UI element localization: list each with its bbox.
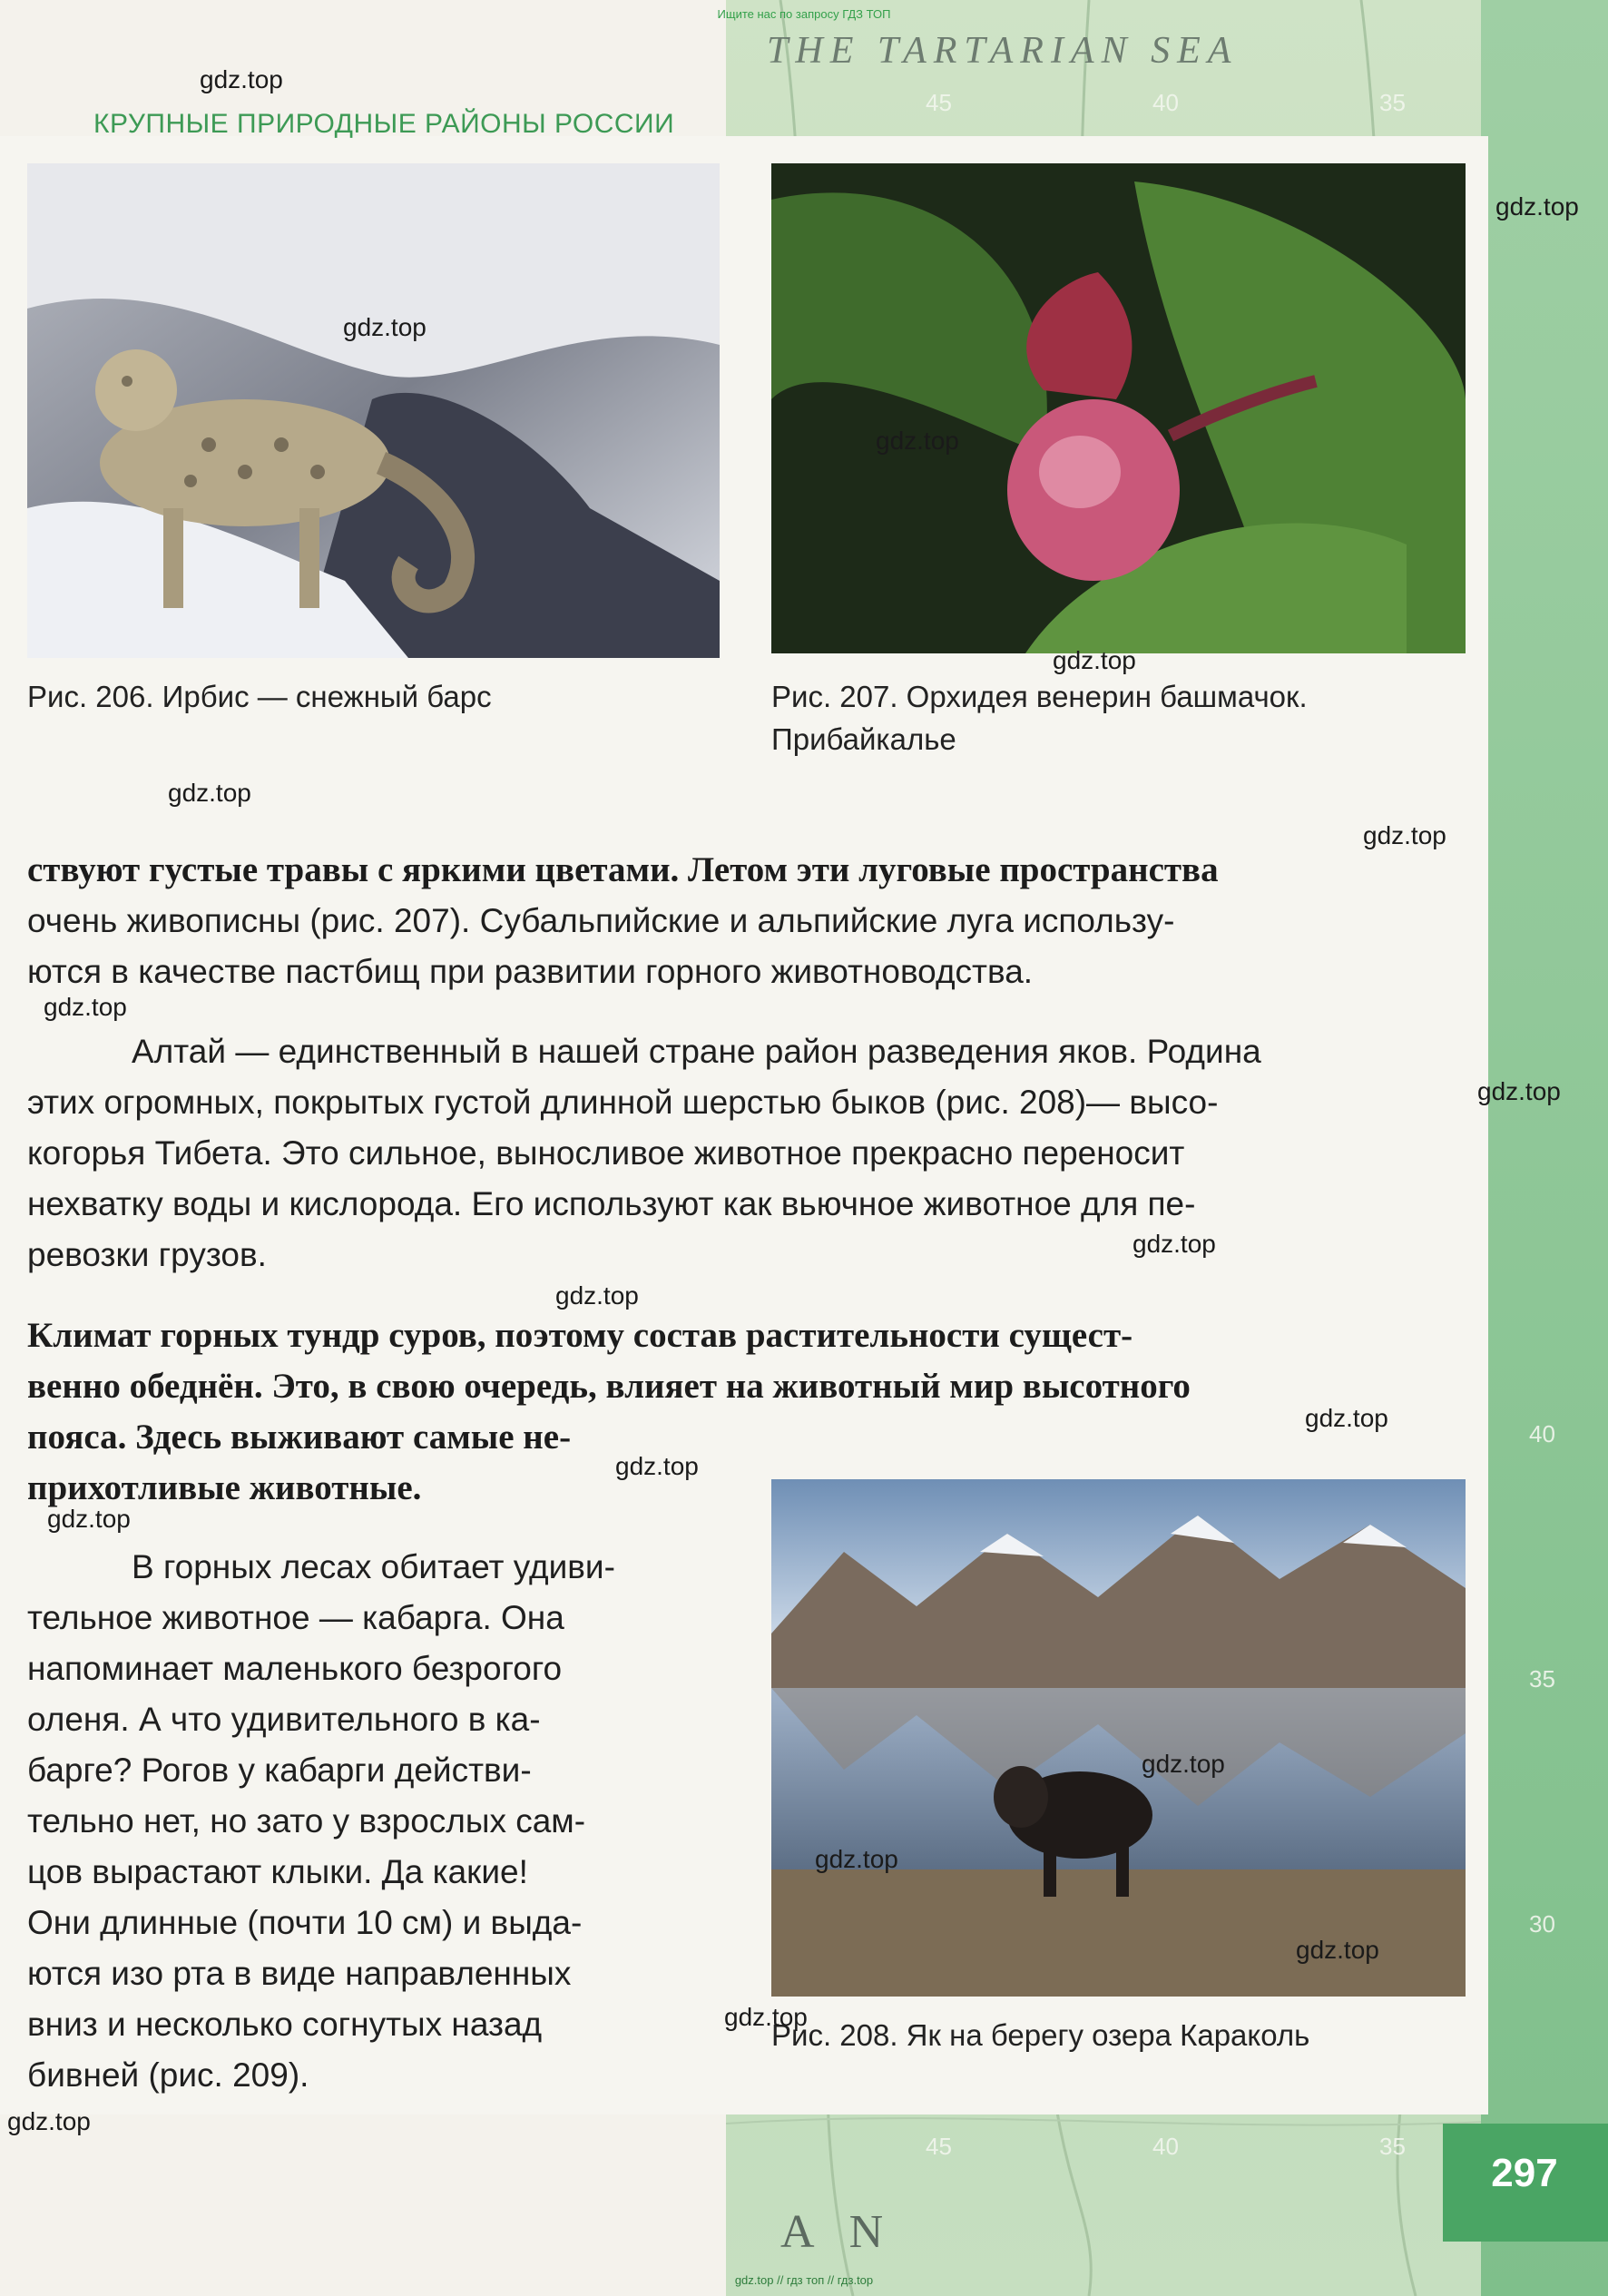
paragraph-line: Алтай — единственный в нашей стране район разведения яков. Родина — [132, 1033, 1261, 1070]
orchid-image — [771, 163, 1466, 653]
watermark: gdz.top — [1132, 1230, 1216, 1258]
paragraph-line: когорья Тибета. Это сильное, выносливое животное прекрасно переносит — [27, 1134, 1185, 1172]
figure-206-caption: Рис. 206. Ирбис — снежный барс — [27, 680, 492, 713]
watermark: gdz.top — [7, 2107, 91, 2135]
watermark: gdz.top — [1053, 646, 1136, 674]
map-number: 35 — [1379, 89, 1406, 116]
map-number: 30 — [1529, 1910, 1555, 1938]
figure-208-photo — [771, 1479, 1466, 1997]
map-number: 40 — [1529, 1420, 1555, 1447]
paragraph-line: пояса. Здесь выживают самые не- — [27, 1418, 572, 1457]
watermark: gdz.top — [876, 427, 959, 455]
paragraph-line: этих огромных, покрытых густой длинной шерстью быков (рис. 208)— высо- — [27, 1084, 1219, 1121]
figure-207-caption-line1: Рис. 207. Орхидея венерин башмачок. — [771, 680, 1308, 713]
map-number: 45 — [926, 89, 952, 116]
watermark: gdz.top — [1142, 1750, 1225, 1778]
page-number: 297 — [1491, 2151, 1558, 2195]
paragraph-line: напоминает маленького безрогого — [27, 1650, 563, 1687]
map-number: 40 — [1152, 2133, 1179, 2160]
paragraph-line: очень живописны (рис. 207). Субальпийские и альпийские луга использу- — [27, 902, 1175, 939]
watermark: gdz.top — [1363, 821, 1446, 849]
paragraph-line: барге? Рогов у кабарги действи- — [27, 1751, 532, 1789]
right-green-bar — [1481, 0, 1608, 2296]
watermark: gdz.top — [343, 313, 427, 341]
watermark: gdz.top — [1495, 192, 1579, 221]
paragraph-line: цов вырастают клыки. Да какие! — [27, 1853, 528, 1890]
watermark: gdz.top — [815, 1845, 898, 1873]
figure-208-caption: Рис. 208. Як на берегу озера Караколь — [771, 2018, 1310, 2052]
yak-lake-image — [771, 1479, 1466, 1997]
paragraph-line: нехватку воды и кислорода. Его используют как вьючное животное для пе- — [27, 1185, 1196, 1222]
paragraph-line: венно обеднён. Это, в свою очередь, влияет на животный мир высотного — [27, 1367, 1191, 1406]
map-sea-title: THE TARTARIAN SEA — [767, 30, 1239, 72]
paragraph-line: прихотливые животные. — [27, 1468, 422, 1507]
watermark: gdz.top — [724, 2003, 808, 2031]
paragraph-line: тельно нет, но зато у взрослых сам- — [27, 1802, 586, 1840]
map-number: 35 — [1379, 2133, 1406, 2160]
watermark: gdz.top — [1477, 1077, 1561, 1105]
paragraph-line: тельное животное — кабарга. Она — [27, 1599, 564, 1636]
bottom-note: gdz.top // гдз топ // гдз.top — [734, 2273, 874, 2287]
section-title: КРУПНЫЕ ПРИРОДНЫЕ РАЙОНЫ РОССИИ — [93, 109, 675, 139]
watermark: gdz.top — [200, 65, 283, 93]
paragraph-line: ются изо рта в виде направленных — [27, 1955, 572, 1992]
watermark: gdz.top — [555, 1281, 639, 1310]
figure-207-photo — [771, 163, 1466, 653]
map-number: 45 — [926, 2133, 952, 2160]
paragraph-line: ются в качестве пастбищ при развитии горного животноводства. — [27, 953, 1034, 990]
figure-206-photo — [27, 163, 720, 658]
figure-207-caption-line2: Прибайкалье — [771, 722, 956, 756]
watermark: gdz.top — [615, 1452, 699, 1480]
map-letters: A N — [780, 2206, 897, 2258]
watermark: gdz.top — [44, 993, 127, 1021]
paragraph-line: оленя. А что удивительного в ка- — [27, 1701, 541, 1738]
snow-leopard-image — [27, 163, 720, 658]
paragraph-line: Климат горных тундр суров, поэтому состав растительности сущест- — [27, 1316, 1133, 1355]
paragraph-line: вниз и несколько согнутых назад — [27, 2006, 543, 2043]
paragraph-line: Они длинные (почти 10 см) и выда- — [27, 1904, 583, 1941]
map-number: 40 — [1152, 89, 1179, 116]
top-note: Ищите нас по запросу ГДЗ ТОП — [717, 7, 891, 21]
watermark: gdz.top — [1296, 1936, 1379, 1964]
watermark: gdz.top — [47, 1505, 131, 1533]
paragraph-line: бивней (рис. 209). — [27, 2056, 309, 2094]
paragraph-line: ревозки грузов. — [27, 1236, 267, 1273]
watermark: gdz.top — [168, 779, 251, 807]
map-number: 35 — [1529, 1665, 1555, 1693]
paragraph-line: ствуют густые травы с яркими цветами. Летом эти луговые пространства — [27, 850, 1219, 889]
paragraph-line: В горных лесах обитает удиви- — [132, 1548, 615, 1585]
watermark: gdz.top — [1305, 1404, 1388, 1432]
